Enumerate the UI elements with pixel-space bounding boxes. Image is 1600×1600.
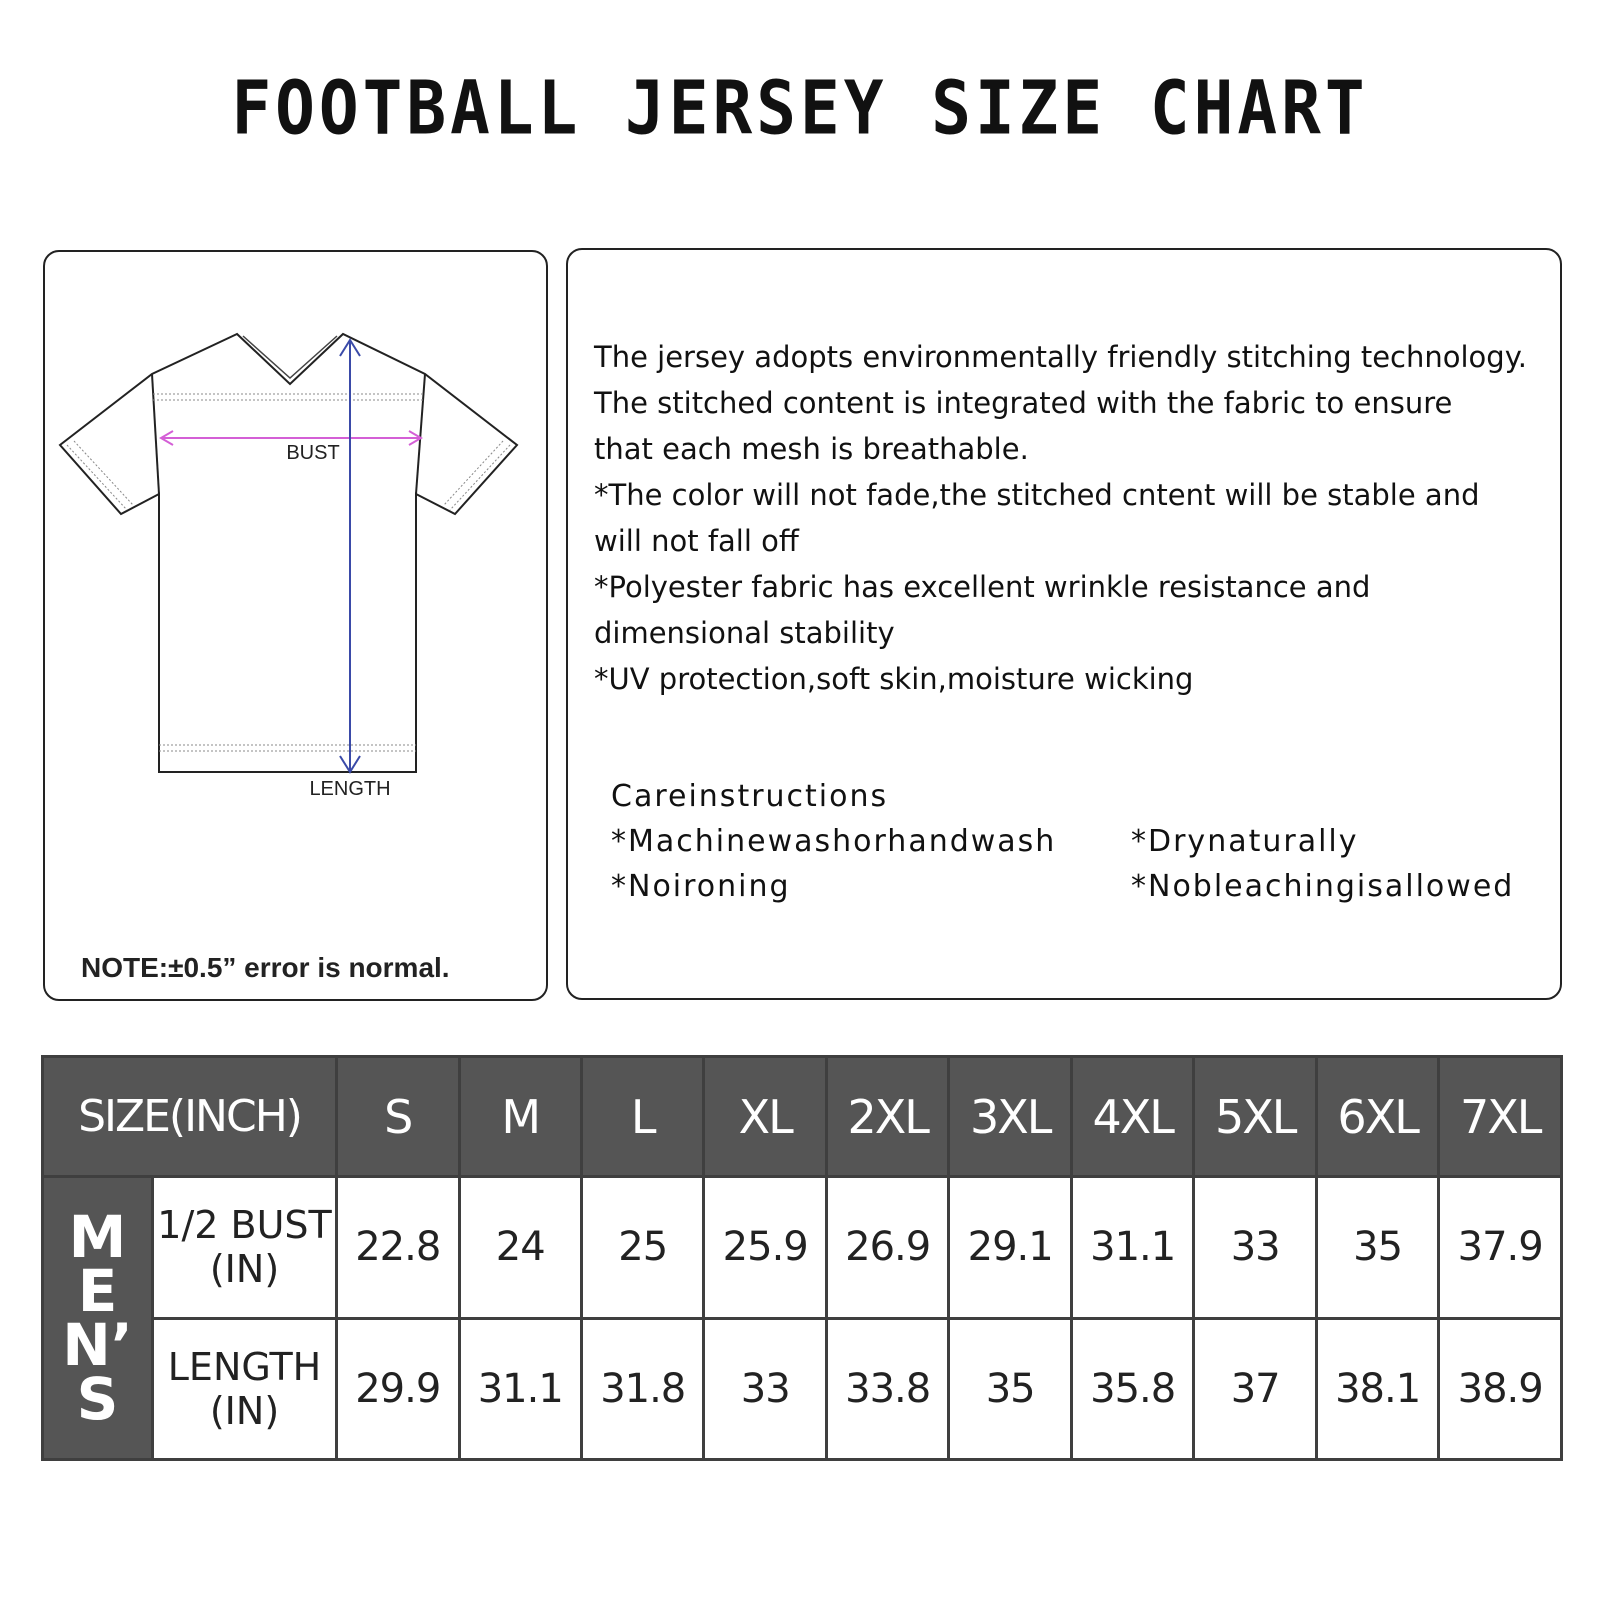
size-header-cell: S — [338, 1058, 457, 1175]
description-line: will not fall off — [594, 524, 799, 558]
product-info-panel — [566, 248, 1562, 1000]
description-line: *The color will not fade,the stitched cntent will be stable and — [594, 478, 1480, 512]
mens-letter: S — [76, 1365, 119, 1433]
size-header-cell: 3XL — [950, 1058, 1069, 1175]
description-line: *UV protection,soft skin,moisture wicking — [594, 662, 1194, 696]
length-value: 35.8 — [1073, 1320, 1192, 1459]
size-header-cell: 5XL — [1195, 1058, 1314, 1175]
mens-letter: N’ — [62, 1311, 133, 1379]
size-header-label: SIZE(INCH) — [44, 1058, 335, 1175]
mens-letter: E — [77, 1257, 118, 1325]
bust-value: 25 — [583, 1178, 702, 1317]
length-value: 37 — [1195, 1320, 1314, 1459]
row-label-length — [154, 1320, 335, 1459]
size-header-cell: 2XL — [828, 1058, 947, 1175]
length-value: 35 — [950, 1320, 1069, 1459]
care-item: *Noironing — [611, 869, 791, 904]
size-header-cell: M — [461, 1058, 580, 1175]
size-header-cell: 6XL — [1318, 1058, 1437, 1175]
description-line: The stitched content is integrated with the fabric to ensure — [594, 386, 1453, 420]
size-header-cell: 4XL — [1073, 1058, 1192, 1175]
mens-letter: M — [68, 1203, 127, 1271]
bust-value: 26.9 — [828, 1178, 947, 1317]
length-value: 33 — [705, 1320, 824, 1459]
row-label-line: (IN) — [209, 1388, 280, 1433]
page-title: FOOTBALL JERSEY SIZE CHART — [231, 65, 1369, 152]
length-value: 29.9 — [338, 1320, 457, 1459]
bust-value: 31.1 — [1073, 1178, 1192, 1317]
size-header-cell: XL — [705, 1058, 824, 1175]
description-line: that each mesh is breathable. — [594, 432, 1029, 466]
measurement-note: NOTE:±0.5” error is normal. — [81, 952, 450, 983]
size-header-cell: 7XL — [1440, 1058, 1560, 1175]
care-row — [611, 864, 1551, 909]
bust-value: 33 — [1195, 1178, 1314, 1317]
bust-value: 25.9 — [705, 1178, 824, 1317]
table-row — [44, 1320, 1560, 1459]
bust-value: 37.9 — [1440, 1178, 1560, 1317]
length-value: 38.9 — [1440, 1320, 1560, 1459]
bust-value: 35 — [1318, 1178, 1437, 1317]
care-instructions — [611, 774, 1551, 909]
length-value: 38.1 — [1318, 1320, 1437, 1459]
care-row — [611, 819, 1551, 864]
care-item: *Nobleachingisallowed — [1131, 869, 1515, 904]
size-header-row — [44, 1058, 1560, 1175]
jersey-diagram-panel — [43, 250, 548, 1001]
row-label-line: (IN) — [209, 1247, 280, 1292]
description-line: *Polyester fabric has excellent wrinkle resistance and — [594, 570, 1371, 604]
bust-value: 22.8 — [338, 1178, 457, 1317]
description-line: The jersey adopts environmentally friendly stitching technology. — [594, 340, 1527, 374]
product-description — [594, 334, 1554, 702]
care-title: Careinstructions — [611, 779, 889, 814]
row-label-line: LENGTH — [167, 1344, 322, 1389]
row-label-bust — [154, 1178, 335, 1317]
size-header-cell: L — [583, 1058, 702, 1175]
bust-value: 24 — [461, 1178, 580, 1317]
length-value: 33.8 — [828, 1320, 947, 1459]
care-item: *Machinewashorhandwash — [611, 824, 1057, 859]
bust-label: BUST — [286, 442, 340, 464]
mens-group-label — [44, 1178, 151, 1458]
length-value: 31.8 — [583, 1320, 702, 1459]
length-label: LENGTH — [309, 778, 391, 800]
size-table — [41, 1055, 1563, 1461]
description-line: dimensional stability — [594, 616, 895, 650]
bust-value: 29.1 — [950, 1178, 1069, 1317]
jersey-diagram — [45, 252, 550, 1003]
care-item: *Drynaturally — [1131, 824, 1359, 859]
row-label-line: 1/2 BUST — [157, 1203, 332, 1248]
table-row — [44, 1178, 1560, 1317]
jersey-outline — [60, 334, 517, 772]
length-value: 31.1 — [461, 1320, 580, 1459]
